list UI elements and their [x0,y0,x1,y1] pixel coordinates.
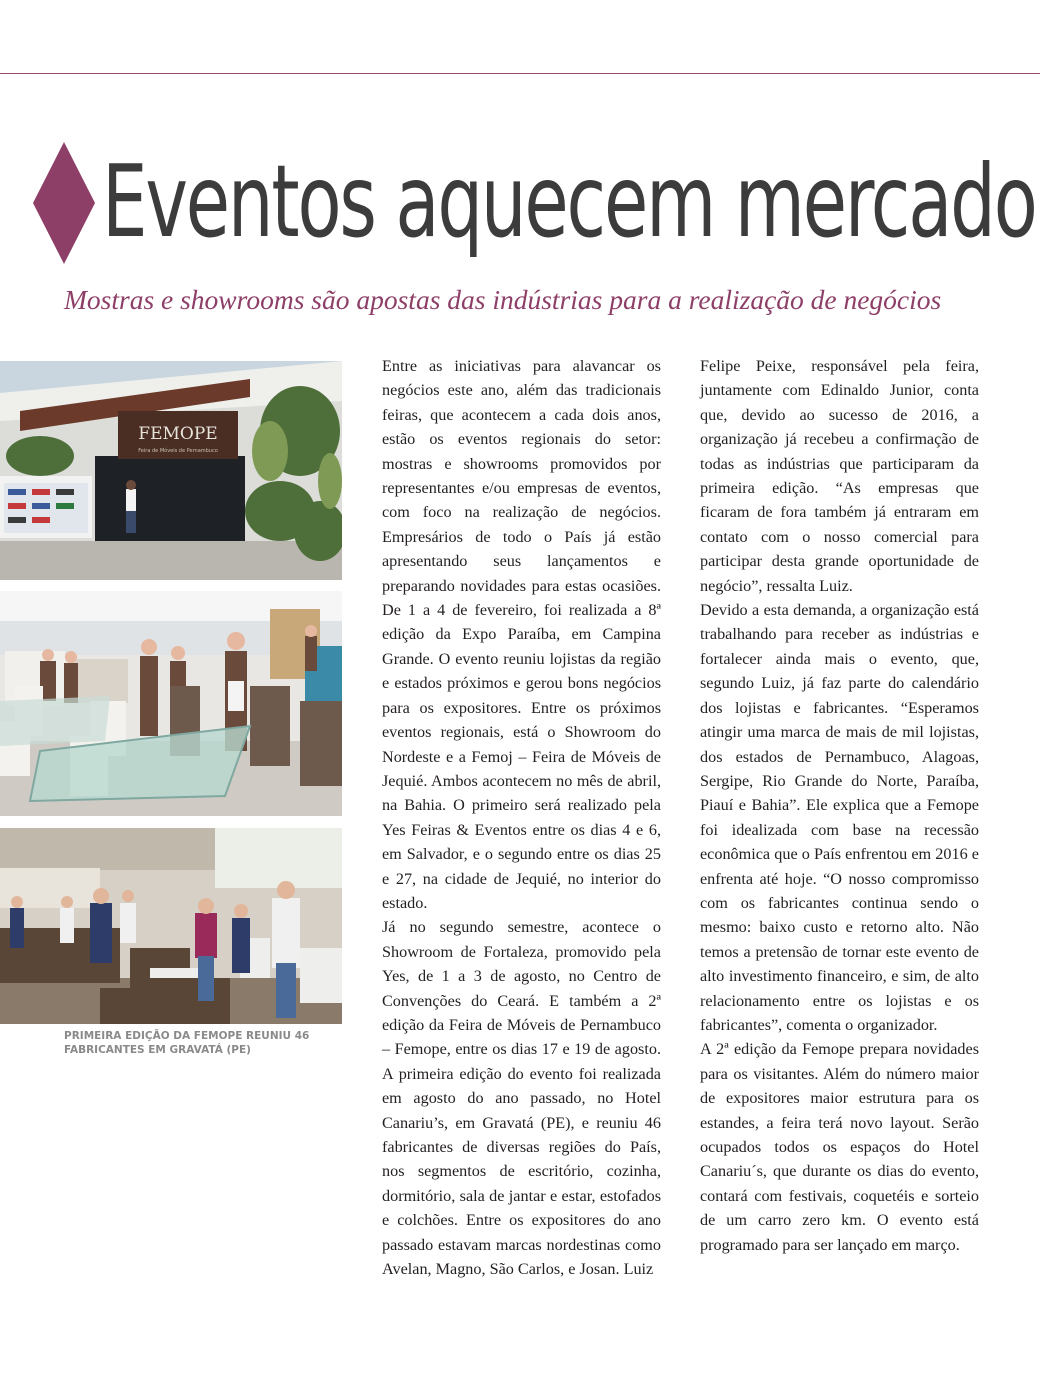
text-column-1 [382,354,661,1281]
column2-paragraph-3: A 2ª edição da Femope prepara novidades para os visitantes. Além do número maior de expositores maior estrutura para os estandes, a feira terá novo layout. Serão ocupados todos os espaços do Hotel Canariu´s, que durante os dias do evento, contará com festivais, coquetéis e sorteio de um carro zero km. O evento está programado para ser lançado em março. [700,1040,979,1254]
column1-paragraph-1: Entre as iniciativas para alavancar os negócios este ano, além das tradicionais feiras, que acontecem a cada dois anos, estão os eventos regionais do setor: mostras e showrooms promovidos por representantes e/ou empresas de eventos, com foco na realização de negócios. Empresários de todo o País já estão apresentando seus lançamentos e preparando novidades para estas ocasiões. De 1 a 4 de fevereiro, foi realizada a 8ª edição da Expo Paraíba, em Campina Grande. O evento reuniu lojistas da região e estados próximos e gerou bons negócios para os expositores. Entre os próximos eventos regionais, está o Showroom do Nordeste e a Femoj – Feira de Móveis de Jequié. Ambos acontecem no mês de abril, na Bahia. O primeiro será realizado pela Yes Feiras & Eventos entre os dias 4 e 6, em Salvador, e o segundo entre os dias 25 e 27, na cidade de Jequié, no interior do estado. [382,357,661,912]
photo-showroom-dining-sets [0,591,342,816]
article-title: Eventos aquecem mercado [102,143,1036,260]
column1-paragraph-2: Já no segundo semestre, acontece o Showroom de Fortaleza, promovido pela Yes, de 1 a 3 de agosto, no Centro de Convenções do Ceará. E também a 2ª edição da Feira de Móveis de Pernambuco – Femope, entre os dias 17 e 19 de agosto. A primeira edição do evento foi realizada em agosto do ano passado, no Hotel Canariu’s, em Gravatá (PE), e reuniu 46 fabricantes de diversas regiões do País, nos segmentos de escritório, cozinha, dormitório, sala de jantar e estar, estofados e colchões. Entre os expositores do ano passado estavam marcas nordestinas como Avelan, Magno, São Carlos, e Josan. Luiz [382,918,661,1279]
diamond-bullet-icon [33,142,95,264]
photo-caption: PRIMEIRA EDIÇÃO DA FEMOPE REUNIU 46 FABRICANTES EM GRAVATÁ (PE) [64,1030,310,1056]
femope-sign-text: FEMOPE [138,424,218,444]
text-column-2 [700,354,979,1257]
femope-sign-tagline: Feira de Móveis de Pernambuco [138,448,218,454]
top-divider-rule [0,73,1040,74]
column2-paragraph-1: Felipe Peixe, responsável pela feira, juntamente com Edinaldo Junior, conta que, devido ao sucesso de 2016, a organização já recebeu a confirmação de todas as indústrias que participaram da primeira edição. “As empresas que ficaram de fora também já entraram em contato com o nosso comercial para participar desta grande oportunidade de negócio”, ressalta Luiz. [700,357,979,595]
photo-femope-entrance [0,361,342,580]
photo-event-visitors [0,828,342,1024]
column2-paragraph-2: Devido a esta demanda, a organização está trabalhando para receber as indústrias e fortalecer ainda mais o evento, que, segundo Luiz, já faz parte do calendário dos lojistas e fabricantes. “Esperamos atingir uma marca de mais de mil lojistas, dos estados de Pernambuco, Alagoas, Sergipe, Rio Grande do Norte, Paraíba, Piauí e Bahia”. Ele explica que a Femope foi idealizada com base na recessão econômica que o País enfrentou em 2016 e enfrenta até hoje. “O nosso compromisso com os fabricantes continua sendo o mesmo: baixo custo e retorno alto. Não temos a pretensão de tornar este evento de alto investimento financeiro, e sim, de alto relacionamento entre os lojistas e os fabricantes”, comenta o organizador. [700,601,979,1034]
article-subtitle: Mostras e showrooms são apostas das indústrias para a realização de negócios [64,284,942,315]
